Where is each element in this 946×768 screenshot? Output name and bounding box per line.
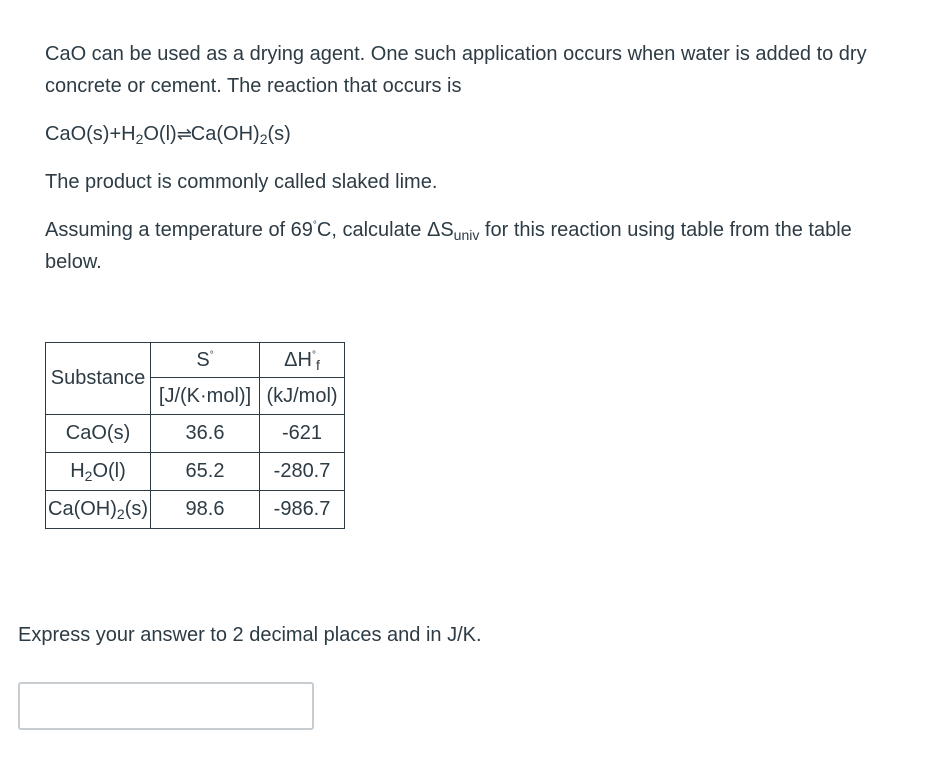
cell-substance: $H_2O(l)$ bbox=[46, 453, 151, 491]
cell-enthalpy: -986.7 bbox=[260, 491, 345, 529]
header-enthalpy: $\Delta H^\circ_f$ bbox=[260, 343, 345, 378]
table-row bbox=[46, 453, 345, 491]
table-row bbox=[46, 415, 345, 453]
cell-substance: CaO(s) bbox=[46, 415, 151, 453]
thermo-data-table bbox=[45, 342, 345, 529]
cell-entropy: 65.2 bbox=[151, 453, 260, 491]
assumption-paragraph: Assuming a temperature of 69°C, calculate $\Delta S_{univ}$ for this reaction using table from the table below. bbox=[45, 219, 852, 273]
header-substance: Substance bbox=[46, 343, 151, 415]
reaction-equation: $CaO(s)+H_2O(l)\rightleftharpoons Ca(OH)_2(s)$ bbox=[45, 123, 291, 147]
cell-entropy: 98.6 bbox=[151, 491, 260, 529]
answer-instructions: Express your answer to 2 decimal places and in J/K. bbox=[18, 624, 482, 646]
equilibrium-arrow-icon: ⇌ bbox=[176, 124, 191, 144]
intro-line-2: concrete or cement. The reaction that occurs is bbox=[45, 75, 462, 97]
header-entropy: S° bbox=[151, 343, 260, 378]
cell-substance: $Ca(OH)_2(s)$ bbox=[46, 491, 151, 529]
header-entropy-unit: [J/(K·mol)] bbox=[151, 378, 260, 415]
table-row bbox=[46, 491, 345, 529]
question-text bbox=[45, 38, 915, 278]
header-enthalpy-unit: (kJ/mol) bbox=[260, 378, 345, 415]
cell-enthalpy: -280.7 bbox=[260, 453, 345, 491]
answer-input[interactable] bbox=[18, 682, 314, 730]
intro-line-1: CaO can be used as a drying agent. One such application occurs when water is added to dry bbox=[45, 43, 867, 65]
cell-enthalpy: -621 bbox=[260, 415, 345, 453]
cell-entropy: 36.6 bbox=[151, 415, 260, 453]
product-paragraph: The product is commonly called slaked lime. bbox=[45, 171, 438, 193]
intro-paragraph bbox=[45, 38, 915, 102]
